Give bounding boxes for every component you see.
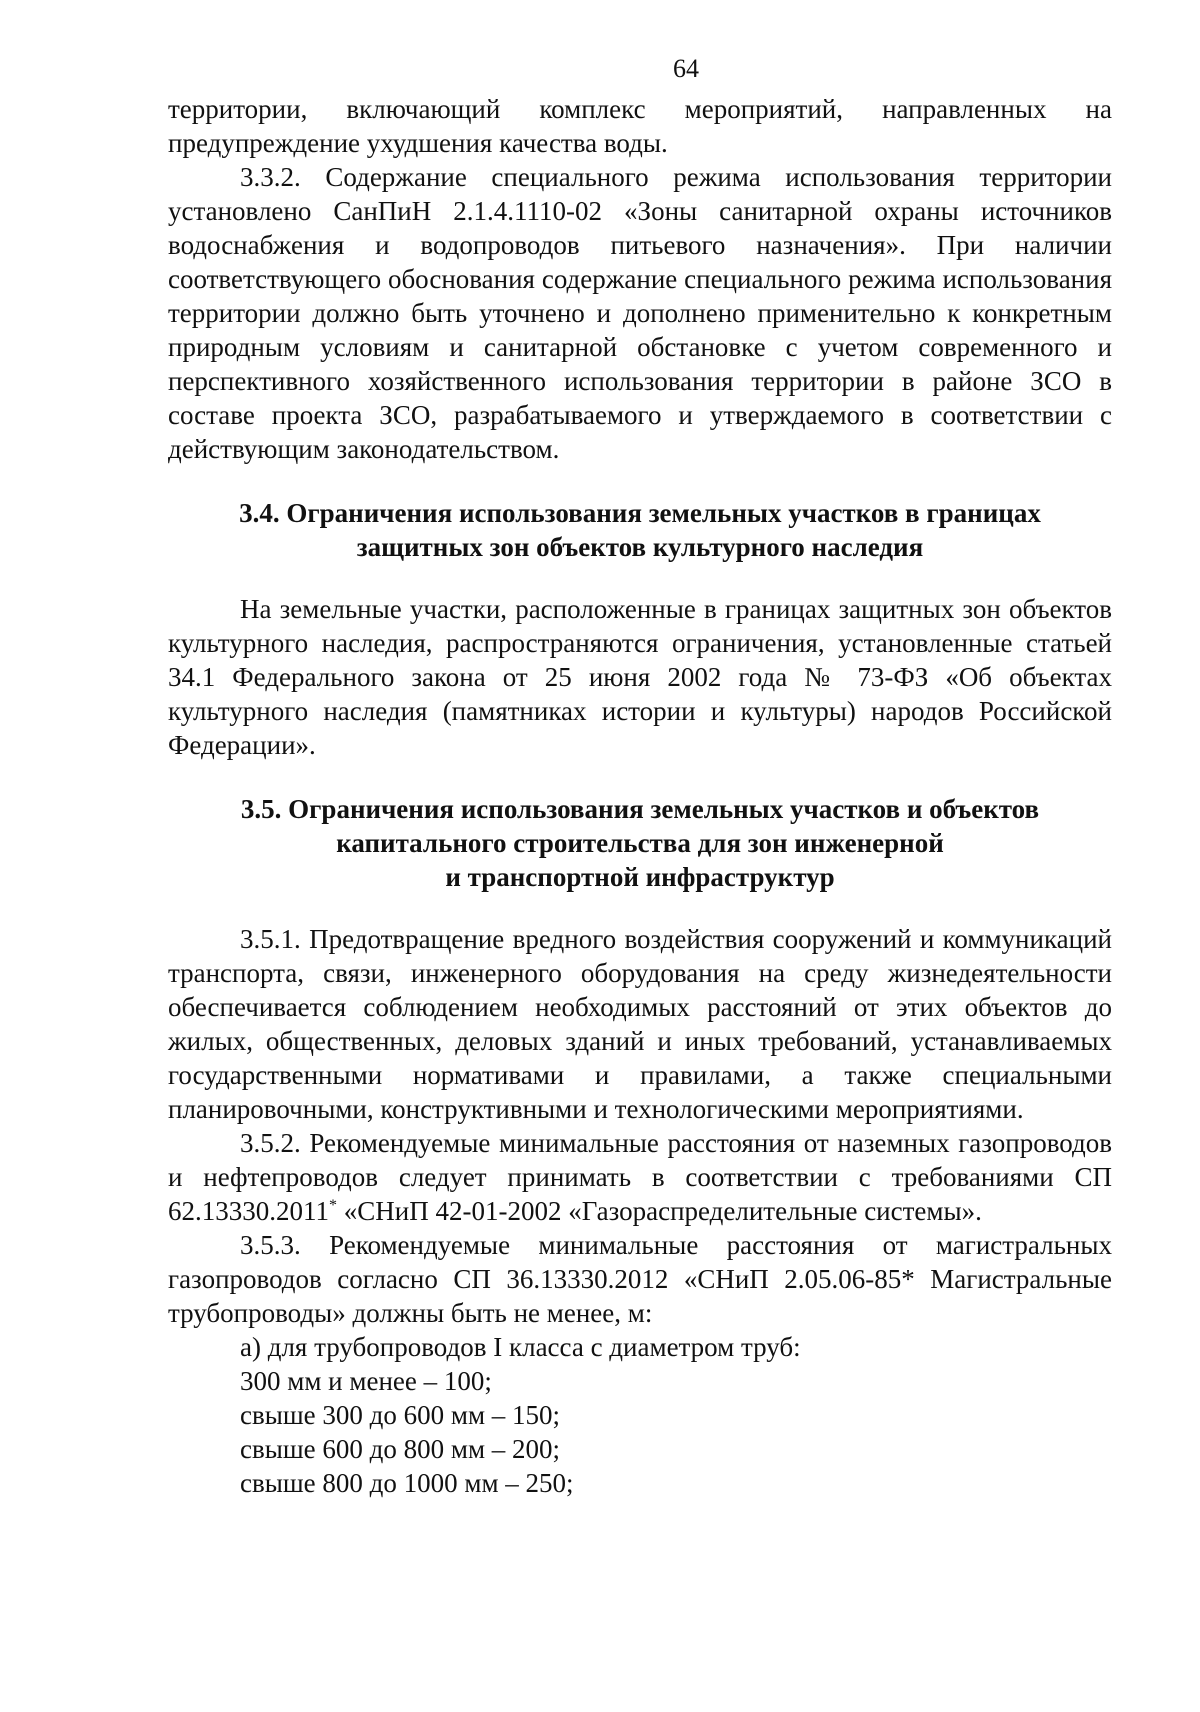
paragraph-3-3-2: 3.3.2. Содержание специального режима использования территории установлено СанПиН 2.1.4.1110-02 «Зоны санитарной охраны источников водоснабжения и водопроводов питьевого назначения». При наличии соответствующего обоснования содержание специального режима использования территории должно быть уточнено и дополнено применительно к конкретным природным условиям и санитарной обстановке с учетом современного и перспективного хозяйственного использования территории в районе ЗСО в составе проекта ЗСО, разрабатываемого и утверждаемого в соответствии с действующим законодательством.	[168, 162, 1112, 464]
list-item: 300 мм и менее – 100;	[240, 1366, 492, 1396]
heading-3-4-line-2: защитных зон объектов культурного наследия	[356, 532, 924, 562]
list-item: свыше 800 до 1000 мм – 250;	[240, 1468, 574, 1498]
paragraph-3-5-2	[168, 1126, 1112, 1228]
heading-3-5-line-3: и транспортной инфраструктур	[445, 862, 835, 892]
paragraph-3-5-3: 3.5.3. Рекомендуемые минимальные расстояния от магистральных газопроводов согласно СП 36.13330.2012 «СНиП 2.05.06-85* Магистральные трубопроводы» должны быть не менее, м:	[168, 1230, 1112, 1328]
heading-3-4-line-1: 3.4. Ограничения использования земельных участков в границах	[239, 498, 1041, 528]
page-number: 64	[673, 54, 699, 83]
heading-3-4	[168, 496, 1112, 564]
document-page	[168, 52, 1112, 1500]
heading-3-5	[168, 792, 1112, 894]
list-item: свыше 600 до 800 мм – 200;	[240, 1434, 561, 1464]
list-item: свыше 300 до 600 мм – 150;	[240, 1400, 561, 1430]
paragraph-3-5-2-before: 3.5.2. Рекомендуемые минимальные расстояния от наземных газопроводов и нефтепроводов следует принимать в соответствии с требованиями СП 62.13330.2011	[168, 1128, 1112, 1226]
paragraph-3-4: На земельные участки, расположенные в границах защитных зон объектов культурного наследия, распространяются ограничения, установленные статьей 34.1 Федерального закона от 25 июня 2002 года № 73-ФЗ «Об объектах культурного наследия (памятниках истории и культуры) народов Российской Федерации».	[168, 594, 1112, 760]
heading-3-5-line-1: 3.5. Ограничения использования земельных участков и объектов	[240, 794, 1040, 824]
list-item: а) для трубопроводов I класса с диаметром труб:	[240, 1332, 801, 1362]
asterisk-mark: *	[329, 1197, 337, 1214]
paragraph-3-5-1: 3.5.1. Предотвращение вредного воздействия сооружений и коммуникаций транспорта, связи, инженерного оборудования на среду жизнедеятельности обеспечивается соблюдением необходимых расстояний от этих объектов до жилых, общественных, деловых зданий и иных требований, устанавливаемых государственными нормативами и правилами, а также специальными планировочными, конструктивными и технологическими мероприятиями.	[168, 924, 1112, 1124]
paragraph-3-5-2-after: «СНиП 42-01-2002 «Газораспределительные системы».	[337, 1196, 982, 1226]
heading-3-5-line-2: капитального строительства для зон инженерной	[336, 828, 944, 858]
paragraph-continuation: территории, включающий комплекс мероприятий, направленных на предупреждение ухудшения качества воды.	[168, 94, 1112, 158]
